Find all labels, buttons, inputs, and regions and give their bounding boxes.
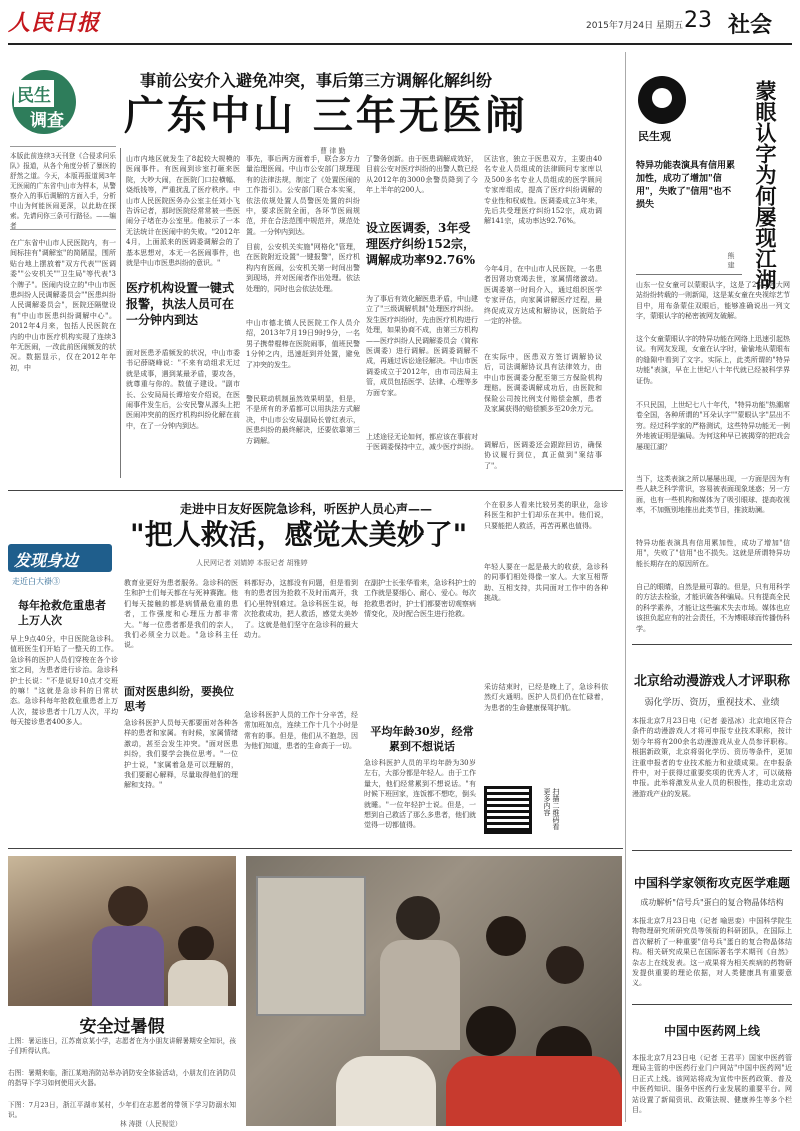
news-brief-2 [632,854,792,1000]
brief-3-body: 本报北京7月23日电（记者 王君平）国家中医药管理局主管的中医药行业门户网站"中国中医药网"近日正式上线。该网站将成为宣传中医药政策、普及中医药知识、服务中医药行业发展的重要平台。网站设置了新闻资讯、政策法规、健康养生等多个栏目。 [632,1054,792,1115]
column-divider [625,52,626,1122]
mid-col-5c: 采访结束时，已经是晚上了，急诊科依然灯火通明。医护人员们仍在忙碌着，为患者的生命健康保驾护航。 [484,683,608,712]
news-brief-1 [632,648,792,848]
photo-2-foreground [336,1056,436,1126]
mid-col-5b: 年轻人要在一起是最大的收获，急诊科的同事们相处得像一家人。大家互相帮助、互相支持，共同面对工作中的各种挑战。 [484,563,608,603]
mid-subhead-1: 每年抢救危重患者上万人次 [18,599,106,627]
mid-story [0,492,625,844]
photo-2-child-3 [466,1006,516,1056]
top-col-3c: 中山市德北镇人民医院工作人员介绍，2013年7月19日9时9分，一名男子携带棍棒在医院闹事，值班民警1分钟之内，迅速赶到并处置，避免了冲突的发生。 [246,319,360,369]
faxian-badge-text: 发现身边 [14,551,79,570]
news-brief-3 [632,1008,792,1126]
mid-col-3: 料都好办，这都没有问题，但是看到有的患者因为抢救不及时而离开，我们心里特别难过。急诊科医生说，每次抢救成功，把人救活，感觉太美妙了。这就是他们坚守在急诊科的最大动力。 [244,579,358,640]
top-story [0,48,625,488]
byline: 曹 律 勤 [320,147,346,155]
commentary-title: 蒙眼认字为何屡现江湖 [753,80,778,290]
editors-note [10,146,116,230]
photo-credit: 林 涛摄（人民视觉） [120,1120,182,1128]
page-number: 23 [684,8,712,33]
photo-caption-bottom: 下图：7月23日，浙江平湖市某村，少年们在志愿者的带领下学习防溺水知识。 [8,1101,236,1119]
subhead-2: 设立医调委，3年受理医疗纠纷152宗，调解成功率92.76% [366,221,476,267]
mid-col-5: 个在很多人看来比较另类的职业，急诊科医生和护士们却乐在其中。他们说，只要能把人救活，再苦再累也值得。 [484,501,608,530]
top-col-5b: 今年4月，在中山市人民医院，一名患者因肾功衰竭去世，家属情绪激动。医调委第一时间介入，通过组织医学专家评估，向家属讲解医疗过程，最终促成双方达成和解协议，医院给予一定的补偿。 [484,265,602,326]
section-title: 社会 [728,12,773,38]
faxian-sub: 走近白大褂③ [12,577,60,586]
brief-2-headline: 中国科学家领衔攻克医学难题 [633,876,790,890]
top-col-5d: 调解后，医调委还会跟踪回访，确保协议履行到位，真正做到"案结事了"。 [484,441,602,470]
mid-col-1: 早上9点40分，中日医院急诊科。值班医生们开始了一整天的工作。急诊科的医护人员们穿梭在各个诊室之间，为患者进行诊治。急诊科护士长说："不是说好10点才交班的嘛！"这就是急诊科的日常状态。急诊科每年抢救危重患者上万人次，接诊患者十几万人次，平均每天接诊患者400多人。 [10,635,118,727]
photo-1-child-body [168,960,228,1006]
photo-2-child-1 [486,916,526,956]
commentary-body-5: 特异功能表演具有信用累加性，成功了增加"信用"，失败了"信用"也不损失。这就是所谓特异功能长期存在的原因所在。 [636,539,790,568]
commentary-body-1: 山东一位女童可以蒙眼认字，这是了23日各大网站纷纷转载的一则新闻，这是某女童在央视综艺节目中，用布条蒙住双眼后，能够准确说出一列文字，蒙眼认字的秘密被网友破解。 [636,281,790,321]
top-col-4c: 上述途径无论如何，都应该在事前对于医调委保持中立，减少医疗纠纷。 [366,433,478,452]
photo-caption-top: 上图：暑运连日，江苏南京某小学，志愿者在为小朋友讲解暑期安全知识，孩子们听得认真。 [8,1037,236,1055]
top-col-3b: 目前，公安机关实施"网格化"管理，在医院附近设置"一键报警"，医疗机构内有医闹，公安机关第一时间出警到现场，并对医闹者作出处理。依法处理的，同时也会依法处理。 [246,243,360,293]
qr-caption: 扫描二维码看更多内容 [543,788,560,830]
commentary-author: 熊 建 [727,252,735,269]
masthead-rule [8,43,792,45]
commentary-body-2: 这个女童蒙眼认字的特异功能在网络上迅速引起热议。有网友发现，女童在认字时，偷偷地从蒙眼布的缝隙中看到了文字。实际上，此类所谓的"特异功能"表演，早在上世纪八十年代就已经被科学界证伪。 [636,335,790,385]
commentary-deck: 特异功能表演具有信用累加性，成功了增加"信用"，失败了"信用"也不损失 [636,161,736,210]
mid-col-2b: 急诊科医护人员每天都要面对各种各样的患者和家属。有时候，家属情绪激动，甚至会发生冲突。"面对医患纠纷，我们要学会换位思考。"一位护士说，"家属着急是可以理解的，我们要耐心解释，尽量取得他们的理解和支持。" [124,719,238,790]
date-line: 2015年7月24日 星期五 [586,21,683,31]
divider [120,148,121,478]
editors-note-text: 本版此前连续3天刊登《合侵求问乐队》报道，从各个角度分析了暴医的舒然之道。今天，本版再报道阅3年无医闹的广东省中山市为样本，从警察介入的事后调解的方面入手，分析中山为何能医闹更深，以此助在探索。先请问你三条可行路径。——编者 [10,152,116,230]
top-col-4b: 为了事后有效化解医患矛盾，中山建立了"三级调解机制"处理医疗纠纷。发生医疗纠纷时，先由医疗机构进行处理，如果协商不成，由第三方机构——医疗纠纷人民调解委员会（简称医调委）进行调解。医调委调解不成，再通过诉讼途径解决。中山市医调委成立于2012年，由市司法局主管，成员包括医学、法律、心理等多方面专家。 [366,295,478,397]
top-col-3: 事先，事后两方面着手，联合多方力量治理医闹。中山市公安部门规理现有的法律法规，制定了《处置医闹的工作指引》。公安部门联合本实案，依法依规处置人员警医处置的纠纷中，要求医院全面，各环节医闹规范，并在合法范围中规范并，规范处置。一分钟内到达。 [246,155,360,236]
photo-title: 安全过暑假 [79,1017,165,1037]
brief-1-headline: 北京给动漫游戏人才评职称 [633,674,790,689]
top-col-5c: 在实际中，医患双方签订调解协议后，司法调解协议具有法律效力，由中山市医调委分配至第三方保险机构理赔。医调委调解成功后，由医院和保险公司按比例支付赔偿金额，患者及家属获得的赔偿额多至20余万元。 [484,353,602,414]
subhead-1: 医疗机构设置一键式报警，执法人员可在一分钟内到达 [126,281,235,327]
commentary-body-3: 不只民国，上世纪七八十年代，"特异功能"热潮席卷全国，各种所谓的"耳朵认字""蒙眼认字"层出不穷。经过科学家的严格测试，这些特异功能无一例外地被证明是骗局。为何这种早已被揭穿的把戏会屡现江湖？ [636,401,790,451]
photo-safety-lesson [8,856,236,1006]
mid-subhead-2: 面对医患纠纷，要换位思考 [124,685,234,713]
photo-1-figure [108,886,148,926]
commentary-body-6: 自己的眼睛，自然是最可靠的。但是，只有用科学的方法去检验，才能识破各种骗局。只有提高全民的科学素养，才能让这些骗术失去市场。媒体也应该担负起应有的社会责任，不为博眼球而传播伪科学。 [636,583,790,633]
section-rule-1 [8,490,623,491]
brief-1-body: 本报北京7月23日电（记者 姜泓冰）北京地区符合条件的动漫游戏人才将可申报专业技术职称，按计划今年将有200余名动漫游戏从业人员参评职称。根据新政策，北京将弱化学历、资历等条件，更加注重申报者的专业技术能力和业绩成果。在申报条件中，对于获得过重要奖项的优秀人才，可以破格申报。此举将激发从业人员的积极性，推动北京动漫游戏产业的发展。 [632,717,792,798]
photo-2-equipment [256,876,366,1016]
top-col-5: 区法官，独立于医患双方，主要由40名专业人员组成的法律顾问专家库以及500多名专业人员组成的医学顾问专家库组成，提高了医疗纠纷调解的专业性和权威性。医调委成立3年来，先后共受理医疗纠纷152宗，成功调解141宗，成功率达92.76%。 [484,155,602,226]
brief-2-body: 本报北京7月23日电（记者 喻思娈）中国科学院生物物理研究所研究员等领衔的科研团队，在国际上首次解析了一种重要"信号兵"蛋白的复合物晶体结构。相关研究成果已在国际著名学术期刊《自然》杂志上在线发表。这一成果将为相关疾病的药物研发提供重要的理论依据，对人类健康具有重要意义。 [632,917,792,988]
photo-1-figure-body [92,926,164,1006]
photo-2-instructor [396,896,440,940]
photo-fire-drill [246,856,622,1126]
headline: 广东中山 三年无医闹 [124,92,528,139]
logo: 人民日报 [8,10,101,36]
photo-2-child-2 [546,946,584,984]
mid-kicker: 走进中日友好医院急诊科，听医护人员心声—— [180,502,433,516]
qr-code[interactable] [484,786,532,834]
right-rule-2 [632,850,792,851]
brief-2-deck: 成功解析"信号兵"蛋白的复合物晶体结构 [640,898,784,907]
right-rule-3 [632,1004,792,1005]
photo-2-crowd [446,1056,622,1126]
photo-1-child [178,926,214,962]
minshengguan-badge-inner [652,88,672,108]
mid-col-4b: 急诊科医护人员的平均年龄为30岁左右，大部分都是年轻人。由于工作量大，他们经常累到不想说话。"有时候下班回家，连饭都不想吃，倒头就睡。"一位年轻护士说。但是，一想到自己救活了那么多患者，他们就觉得一切都值得。 [364,759,476,830]
top-col-2b: 面对医患矛盾频发的状况，中山市委书记薛晓峰说："不来有动组求无过就是成事，遇到某最矛盾，要攻各，就尊重与你的。数值子建设。"副市长、公安局局长谭培安介绍说，在医闹事件发生后，公安民警从源头上把医闹冲突前的医疗机构纠纷化解在前中，在了一分钟内到达。 [126,349,240,430]
column-badge-text-1: 民生 [14,80,54,107]
mid-col-3b: 急诊科医护人员的工作十分辛苦，经常加班加点，连续工作十几个小时是常有的事。但是，他们从不抱怨，因为他们知道，患者的生命高于一切。 [244,711,358,751]
top-col-3d: 警民联动机制虽然效果明显，但是，不是所有的矛盾都可以用执法方式解决，中山市公安局副局长曾红表示，医患纠纷的最终解决，还要依靠第三方调解。 [246,395,360,445]
mid-subhead-3: 平均年龄30岁，经常累到不想说话 [370,725,474,753]
minshengguan-label: 民生观 [638,130,671,143]
top-col-2: 山市内地区就发生了8起较大规模的医闹事件。有医闹到诊室打砸来医院，大吵大闹，在医院门口拉横幅、烧纸钱等，严重扰乱了医疗秩序。中山市人民医院医务办公室主任刘小飞告诉记者，那时医院经常常被一些医闹分子堵在办公室里。他被示了一本无法统计在医闹中的失败。"2012年4月，上面派来的医调委调解会的了基本思想对，本无一名医闹事件，也就是中山市医患纠纷的意识。" [126,155,240,268]
commentary-body-4: 当下，这类表演之所以屡屡出现，一方面是因为有些人缺乏科学常识，容易被表面现象迷惑；另一方面，也有一些机构和媒体为了吸引眼球、提高收视率，不加甄别地推出此类节目，推波助澜。 [636,475,790,515]
commentary-rule [636,274,742,275]
kicker: 事前公安介入避免冲突，事后第三方调解化解纠纷 [140,71,493,90]
mid-headline: "把人救活，感觉太美妙了" [130,518,468,551]
mid-col-2: 教育业更好为患者服务。急诊科的医生和护士们每天都在与死神赛跑。他们每天接触的都是病情最危重的患者，工作强度和心理压力都非常大。"每一位患者都是我们的亲人，我们必须全力以赴。"急诊科主任说。 [124,579,238,650]
mid-col-4: 在副护士长张华看来，急诊科护士的工作就是要细心、耐心、爱心。每次抢救患者时，护士们都要密切观察病情变化，及时配合医生进行抢救。 [364,579,476,619]
brief-3-headline: 中国中医药网上线 [663,1024,760,1038]
sidebar-commentary [630,52,795,642]
top-col-1: 在广东省中山市人民医院内，有一间标挂有"调解室"的简陋屋，围所贴台地上摆放着"双方代表""医调委""公安机关""卫生局"等代表"3个牌子"。医闹内设立的"中山市医患纠纷人民调解委员会""医患纠纷人民调解委员会"，医院还隔壁设有"中山市医患纠纷调解中心"。2012年4月来，包括人民医院在内的中山市医疗机构实现了连续3年无医闹，一改此前医闹频发的状况。数据显示，仅在2012年年初，中 [10,239,116,372]
photo-2-instructor-body [380,940,460,1050]
photo-caption-right: 右图：暑期来临，浙江某地消防站举办消防安全体验活动，小朋友们在消防员的指导下学习如何使用灭火器。 [8,1069,236,1087]
mid-byline: 人民网记者 刘婧婷 本报记者 胡雅婷 [196,559,308,567]
column-badge-text-2: 调查 [30,111,64,131]
right-rule-1 [632,644,792,645]
top-col-4: 了警务创新。由于医患调解成效好，目前公安对医疗纠纷的出警人数已经从2012年的3000余警员降到了今年上半年的200人。 [366,155,478,195]
brief-1-deck: 弱化学历、资历，重视技术、业绩 [644,698,780,708]
section-rule-2 [8,848,623,849]
